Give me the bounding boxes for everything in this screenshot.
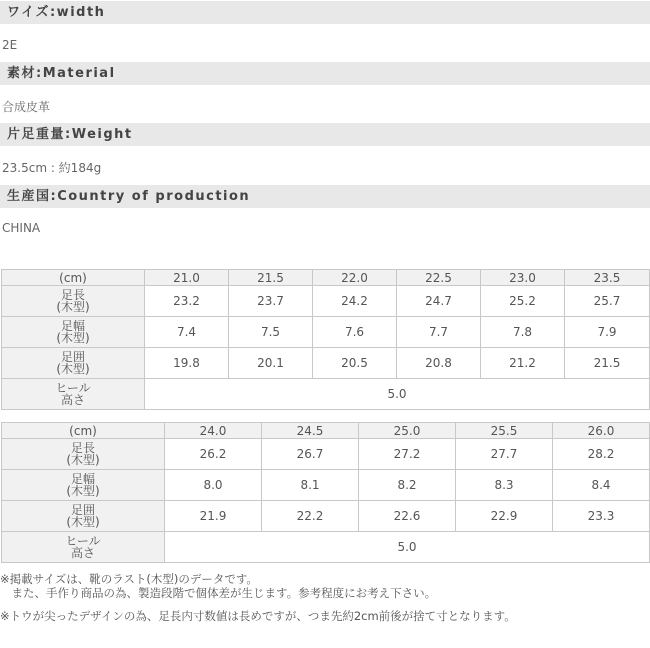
table-cell: 7.6: [313, 317, 397, 348]
heel-value: 5.0: [145, 379, 650, 410]
table-cell: 24.2: [313, 286, 397, 317]
table-row-foot-length: [2, 286, 650, 317]
row-label-foot-girth: 足囲 (木型): [2, 348, 145, 379]
size-cell: 23.5: [565, 270, 650, 286]
table-cell: 7.8: [481, 317, 565, 348]
table-cell: 8.2: [359, 470, 456, 501]
table-cell: 21.9: [165, 501, 262, 532]
table-cell: 22.2: [262, 501, 359, 532]
table-row-foot-length: [2, 439, 650, 470]
row-label-foot-width: 足幅 (木型): [2, 317, 145, 348]
note-toe-design: ※トウが尖ったデザインの為、足長内寸数値は長めですが、つま先約2cm前後が捨て寸となります。: [0, 609, 516, 623]
table-cell: 8.4: [553, 470, 650, 501]
table-row-foot-girth: [2, 501, 650, 532]
spec-value-width: 2E: [2, 38, 18, 52]
size-cell: 22.0: [313, 270, 397, 286]
table-cell: 21.2: [481, 348, 565, 379]
spec-heading-country: 生産国:Country of production: [0, 185, 650, 208]
table-cell: 21.5: [565, 348, 650, 379]
row-label-foot-width: 足幅 (木型): [2, 470, 165, 501]
row-label-foot-length: 足長 (木型): [2, 286, 145, 317]
table-row-foot-girth: [2, 348, 650, 379]
table-cell: 19.8: [145, 348, 229, 379]
table-cell: 8.3: [456, 470, 553, 501]
size-cell: 25.5: [456, 423, 553, 439]
table-cell: 28.2: [553, 439, 650, 470]
table-cell: 26.7: [262, 439, 359, 470]
table-cell: 23.2: [145, 286, 229, 317]
heel-value: 5.0: [165, 532, 650, 563]
size-cell: 23.0: [481, 270, 565, 286]
table-row-foot-width: [2, 317, 650, 348]
table-cell: 20.8: [397, 348, 481, 379]
table-cell: 7.7: [397, 317, 481, 348]
table-cell: 26.2: [165, 439, 262, 470]
table-cell: 8.1: [262, 470, 359, 501]
spec-heading-material: 素材:Material: [0, 62, 650, 85]
size-header-row: [2, 423, 650, 439]
size-cell: 21.5: [229, 270, 313, 286]
table-cell: 22.6: [359, 501, 456, 532]
size-cell: 26.0: [553, 423, 650, 439]
size-table-1: [1, 269, 650, 410]
table-cell: 20.1: [229, 348, 313, 379]
size-cell: 25.0: [359, 423, 456, 439]
note-individual-difference: また、手作り商品の為、製造段階で個体差が生じます。参考程度にお考え下さい。: [0, 586, 437, 600]
table-cell: 7.9: [565, 317, 650, 348]
table-cell: 25.7: [565, 286, 650, 317]
unit-label: (cm): [2, 270, 145, 286]
table-cell: 25.2: [481, 286, 565, 317]
table-row-heel: [2, 379, 650, 410]
spec-value-country: CHINA: [2, 221, 41, 235]
table-cell: 7.4: [145, 317, 229, 348]
table-row-foot-width: [2, 470, 650, 501]
size-cell: 24.0: [165, 423, 262, 439]
row-label-heel: ヒール 高さ: [2, 532, 165, 563]
size-cell: 21.0: [145, 270, 229, 286]
size-cell: 22.5: [397, 270, 481, 286]
table-cell: 24.7: [397, 286, 481, 317]
table-row-heel: [2, 532, 650, 563]
spec-value-material: 合成皮革: [2, 100, 51, 114]
table-cell: 22.9: [456, 501, 553, 532]
table-cell: 27.2: [359, 439, 456, 470]
spec-heading-weight: 片足重量:Weight: [0, 123, 650, 146]
row-label-foot-length: 足長 (木型): [2, 439, 165, 470]
table-cell: 23.7: [229, 286, 313, 317]
size-cell: 24.5: [262, 423, 359, 439]
table-cell: 27.7: [456, 439, 553, 470]
table-cell: 23.3: [553, 501, 650, 532]
table-cell: 8.0: [165, 470, 262, 501]
note-size-data: ※掲載サイズは、靴のラスト(木型)のデータです。: [0, 572, 258, 586]
row-label-foot-girth: 足囲 (木型): [2, 501, 165, 532]
spec-value-weight: 23.5cm : 約184g: [2, 161, 102, 175]
table-cell: 7.5: [229, 317, 313, 348]
size-table-2: [1, 422, 650, 563]
size-header-row: [2, 270, 650, 286]
spec-heading-width: ワイズ:width: [0, 1, 650, 24]
table-cell: 20.5: [313, 348, 397, 379]
unit-label: (cm): [2, 423, 165, 439]
row-label-heel: ヒール 高さ: [2, 379, 145, 410]
